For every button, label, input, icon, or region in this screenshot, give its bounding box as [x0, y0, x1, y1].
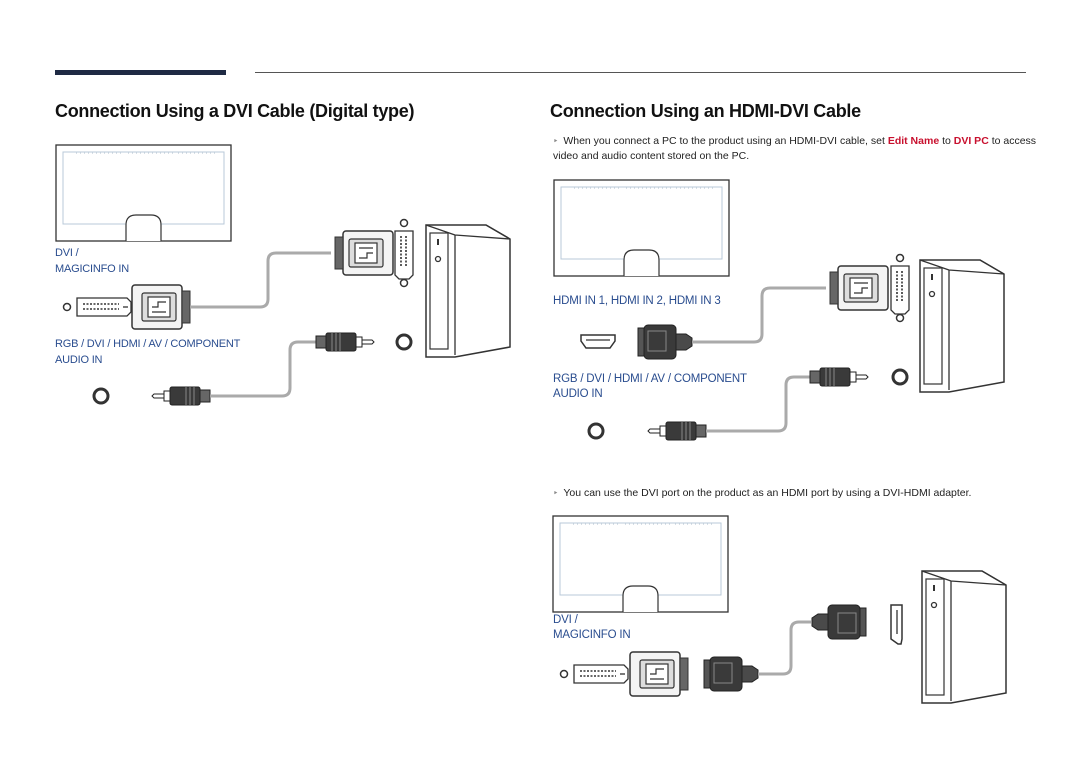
right-bottom-pc-tower-icon	[922, 571, 1006, 703]
note-marker-icon: ‣	[553, 488, 559, 498]
right-audio-plug-top-icon	[810, 368, 868, 386]
right-pc-audio-jack-icon	[893, 370, 907, 384]
right-dvi-label-line1: DVI /	[553, 614, 578, 626]
right-audio-label-line2: AUDIO IN	[553, 388, 603, 400]
left-pc-tower-icon	[426, 225, 510, 357]
right-hdmi-dvi-cable	[692, 288, 826, 342]
left-pc-dvi-plug-icon	[335, 231, 393, 275]
right-audio-cable	[706, 377, 810, 431]
left-dvi-cable	[190, 253, 331, 307]
left-dvi-label-line2: MAGICINFO IN	[55, 263, 129, 275]
right-bottom-pc-hdmi-port-icon	[891, 605, 902, 644]
right-audio-label-line1: RGB / DVI / HDMI / AV / COMPONENT	[553, 373, 747, 385]
right-bottom-hdmi-cable	[758, 622, 811, 674]
left-pc-dvi-port-icon	[395, 220, 413, 287]
left-pc-audio-jack-icon	[397, 335, 411, 349]
left-section-title: Connection Using a DVI Cable (Digital type)	[55, 101, 415, 121]
left-audio-label-line1: RGB / DVI / HDMI / AV / COMPONENT	[55, 338, 241, 350]
right-bottom-hdmi-plug-icon	[812, 605, 866, 639]
right-bottom-monitor-illustration	[553, 516, 728, 612]
left-audio-label-line2: AUDIO IN	[55, 354, 103, 366]
right-audio-plug-bottom-icon	[648, 422, 706, 440]
left-monitor-illustration	[56, 145, 231, 241]
right-hdmi-plug-icon	[638, 325, 692, 359]
note-dvi-hdmi-adapter: ‣ You can use the DVI port on the product as an HDMI port by using a DVI-HDMI adapter.	[553, 487, 972, 499]
right-hdmi-label: HDMI IN 1, HDMI IN 2, HDMI IN 3	[553, 295, 721, 307]
left-monitor-audio-jack-icon	[94, 389, 108, 403]
right-bottom-dvi-plug-icon	[630, 652, 688, 696]
left-audio-plug-bottom-icon	[152, 387, 210, 405]
left-audio-plug-top-icon	[316, 333, 374, 351]
right-monitor-hdmi-port-icon	[581, 335, 615, 348]
dvi-hdmi-adapter-icon	[704, 657, 758, 691]
right-monitor-illustration	[554, 180, 729, 276]
left-monitor-dvi-port-icon	[64, 298, 143, 316]
right-pc-tower-icon	[920, 260, 1004, 392]
right-section-title: Connection Using an HDMI-DVI Cable	[550, 101, 861, 121]
right-bottom-monitor-dvi-port-icon	[561, 665, 640, 683]
right-pc-dvi-port-icon	[891, 255, 909, 322]
right-pc-dvi-plug-icon	[830, 266, 888, 310]
right-dvi-label-line2: MAGICINFO IN	[553, 629, 631, 641]
dvi-pc-highlight: DVI PC	[953, 135, 989, 147]
note-marker-icon: ‣	[553, 136, 559, 146]
left-dvi-label-line1: DVI /	[55, 247, 79, 259]
right-monitor-audio-jack-icon	[589, 424, 603, 438]
left-audio-cable	[210, 342, 316, 396]
edit-name-highlight: Edit Name	[887, 135, 940, 147]
note-hdmi-dvi: ‣ When you connect a PC to the product using an HDMI-DVI cable, set Edit Name to DVI PC to access video and audio content stored on the PC.	[553, 135, 1037, 162]
left-dvi-plug-icon	[132, 285, 190, 329]
